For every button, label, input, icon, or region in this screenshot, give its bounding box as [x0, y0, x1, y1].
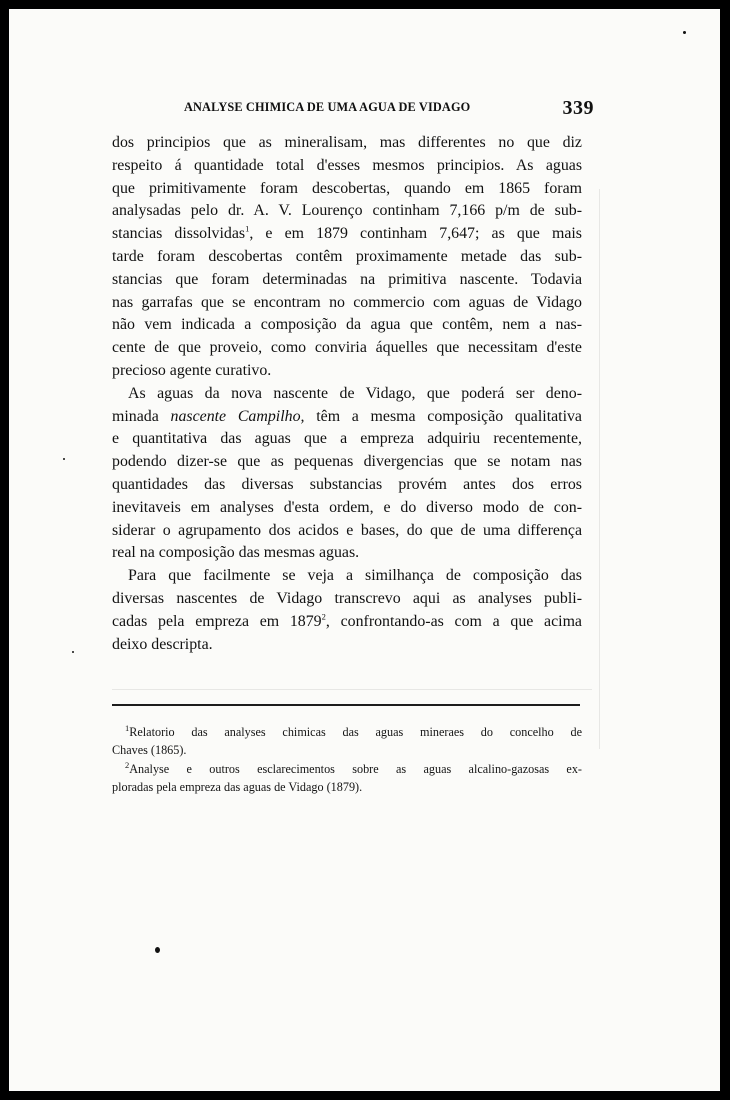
- text-line: nas garrafas que se encontram no commercio com aguas de Vidago: [112, 293, 582, 311]
- text-fragment: stancias dissolvidas: [112, 225, 246, 243]
- text-fragment: minada: [112, 407, 159, 425]
- main-text: [112, 132, 582, 656]
- text-line: respeito á quantidade total d'esses mesmos principios. As aguas: [112, 156, 582, 174]
- book-page: [9, 9, 720, 1091]
- ink-speck: [683, 31, 686, 34]
- footnote-1: [112, 723, 582, 760]
- running-head: [176, 97, 594, 121]
- text-line: podendo dizer-se que as pequenas divergencias que se notam nas: [112, 453, 582, 471]
- show-through-line: [112, 689, 592, 690]
- text-line: tarde foram descobertas contêm proximamente metade das sub-: [112, 247, 582, 265]
- text-line: cente de que proveio, como conviria áquelles que necessitam d'este: [112, 339, 582, 357]
- text-fragment: têm a mesma composição qualitativa: [316, 407, 582, 425]
- running-title: ANALYSE CHIMICA DE UMA AGUA DE VIDAGO: [184, 100, 471, 114]
- footnote-text: Relatorio das analyses chimicas das aguas mineraes do concelho de: [129, 725, 582, 739]
- text-line: deixo descripta.: [112, 635, 213, 653]
- footnote-line: Chaves (1865).: [112, 743, 187, 758]
- footnote-divider: [112, 704, 580, 706]
- text-fragment: , confrontando-as com a que acima: [325, 612, 582, 630]
- ink-speck: [155, 947, 160, 953]
- footnote-marker: 2: [125, 759, 130, 770]
- text-line: precioso agente curativo.: [112, 361, 272, 379]
- text-line: inevitaveis em analyses d'esta ordem, e do diverso modo de con-: [112, 498, 582, 516]
- page-number: 339: [562, 97, 594, 119]
- text-line: stancias que foram determinadas na primitiva nascente. Todavia: [112, 270, 582, 288]
- text-line: [112, 223, 582, 246]
- footnote-ref: 1: [245, 223, 250, 234]
- text-line: [112, 406, 582, 429]
- text-line: As aguas da nova nascente de Vidago, que poderá ser deno-: [128, 384, 582, 402]
- footnote-text: Analyse e outros esclarecimentos sobre as aguas alcalino-gazosas ex-: [129, 761, 582, 776]
- text-line: e quantitativa das aguas que a empreza adquiriu recentemente,: [112, 430, 582, 448]
- text-line: diversas nascentes de Vidago transcrevo aqui as analyses publi-: [112, 589, 582, 607]
- footnote-line: [112, 723, 582, 741]
- text-fragment: cadas pela empreza em 1879: [112, 612, 322, 630]
- footnote-marker: 1: [125, 722, 130, 733]
- footnote-2: [112, 760, 582, 797]
- text-line: analysadas pelo dr. A. V. Lourenço continham 7,166 p/m de sub-: [112, 202, 582, 220]
- footnotes: [112, 723, 582, 797]
- footnote-line: ploradas pela empreza das aguas de Vidago (1879).: [112, 780, 363, 795]
- text-line: não vem indicada a composição da agua que contêm, nem a nas-: [112, 316, 582, 334]
- text-line: [112, 611, 582, 634]
- footnote-line: [112, 760, 582, 778]
- footnote-ref: 2: [321, 611, 326, 622]
- text-line: dos principios que as mineralisam, mas differentes no que diz: [112, 134, 582, 151]
- text-line: que primitivamente foram descobertas, quando em 1865 foram: [112, 179, 582, 197]
- text-fragment: , e em 1879 continham 7,647; as que mais: [249, 225, 582, 243]
- text-line: quantidades das diversas substancias provém antes dos erros: [112, 475, 582, 493]
- show-through-line: [599, 189, 600, 749]
- ink-speck: [63, 458, 65, 460]
- ink-speck: [72, 651, 74, 653]
- italic-name: nascente Campilho,: [170, 407, 305, 425]
- text-line: siderar o agrupamento dos acidos e bases, do que de uma differença: [112, 521, 582, 539]
- text-line: real na composição das mesmas aguas.: [112, 544, 360, 562]
- text-line: Para que facilmente se veja a similhança de composição das: [128, 567, 582, 585]
